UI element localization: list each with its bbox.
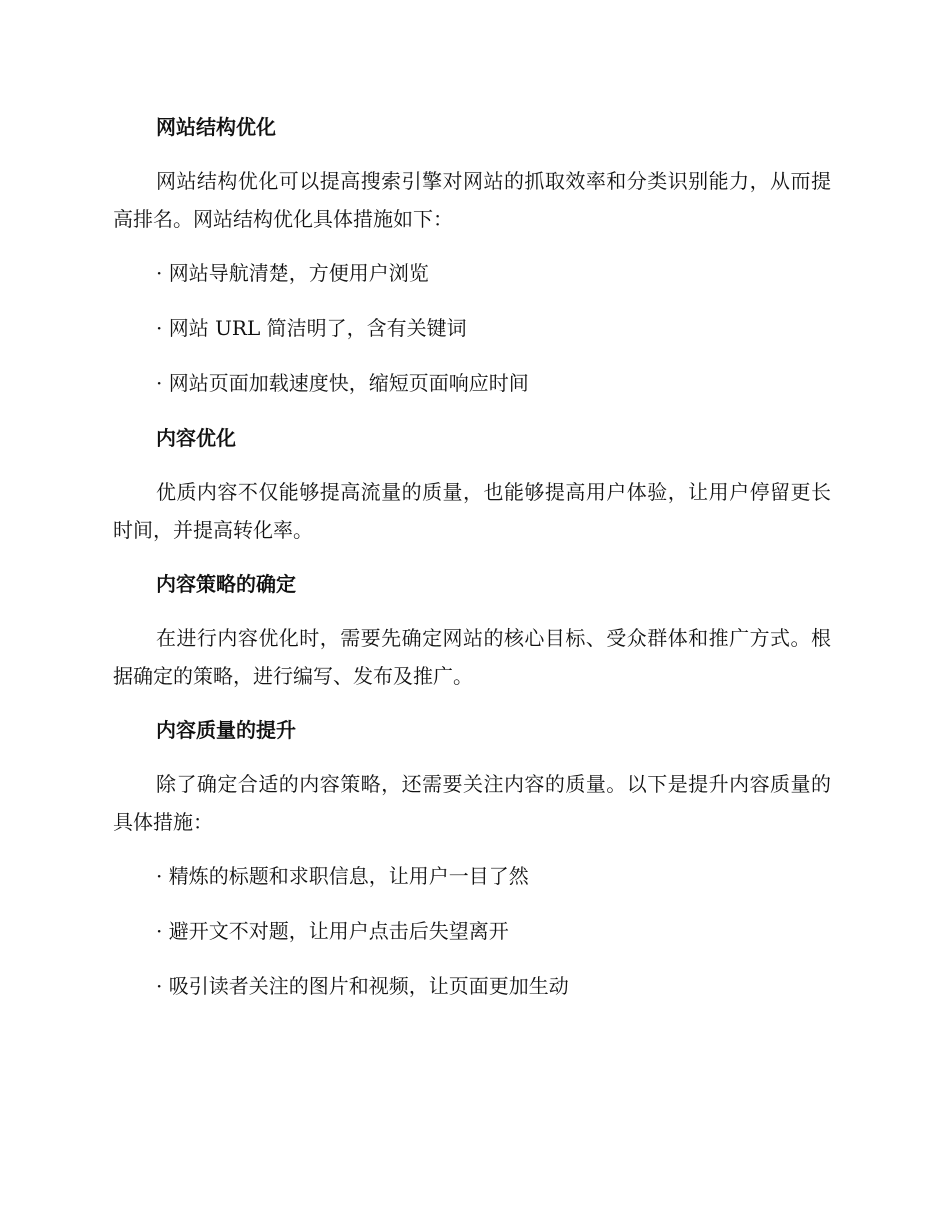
bullet-item: · 精炼的标题和求职信息，让用户一目了然 (156, 864, 529, 888)
paragraph-content-strategy: 在进行内容优化时，需要先确定网站的核心目标、受众群体和推广方式。根据确定的策略，进行编写、发布及推广。 (113, 626, 831, 688)
paragraph-content-quality: 除了确定合适的内容策略，还需要关注内容的质量。以下是提升内容质量的具体措施： (113, 772, 831, 834)
bullet-item: · 网站导航清楚，方便用户浏览 (156, 261, 429, 285)
document-body (113, 108, 831, 1022)
bullet-item: · 吸引读者关注的图片和视频，让页面更加生动 (156, 974, 569, 998)
section-heading-content-quality: 内容质量的提升 (156, 718, 296, 742)
paragraph-site-structure: 网站结构优化可以提高搜索引擎对网站的抓取效率和分类识别能力，从而提高排名。网站结构优化具体措施如下： (113, 169, 831, 231)
bullet-item: · 避开文不对题，让用户点击后失望离开 (156, 919, 509, 943)
section-heading-site-structure: 网站结构优化 (156, 115, 276, 139)
section-heading-content-strategy: 内容策略的确定 (156, 572, 296, 596)
bullet-item: · 网站 URL 简洁明了，含有关键词 (156, 316, 467, 340)
section-heading-content-optimization: 内容优化 (156, 426, 236, 450)
paragraph-content-optimization: 优质内容不仅能够提高流量的质量，也能够提高用户体验，让用户停留更长时间，并提高转化率。 (113, 480, 831, 542)
bullet-item: · 网站页面加载速度快，缩短页面响应时间 (156, 371, 529, 395)
